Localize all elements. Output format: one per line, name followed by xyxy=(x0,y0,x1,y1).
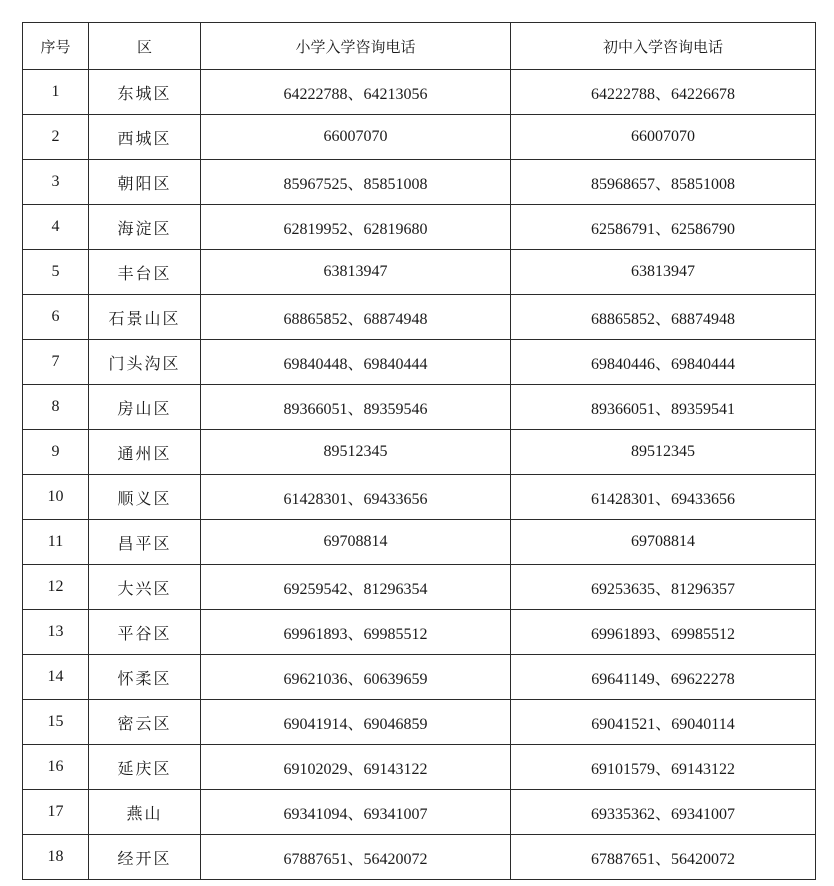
district-name: 怀柔区 xyxy=(89,655,201,700)
middle-school-phone: 69961893、69985512 xyxy=(511,610,816,655)
table-row xyxy=(23,115,816,160)
row-number: 9 xyxy=(23,430,89,475)
middle-school-phone: 61428301、69433656 xyxy=(511,475,816,520)
middle-school-phone: 69335362、69341007 xyxy=(511,790,816,835)
primary-school-phone: 89366051、89359546 xyxy=(201,385,511,430)
district-name: 延庆区 xyxy=(89,745,201,790)
district-name: 昌平区 xyxy=(89,520,201,565)
middle-school-phone: 89366051、89359541 xyxy=(511,385,816,430)
primary-school-phone: 62819952、62819680 xyxy=(201,205,511,250)
primary-school-phone: 69041914、69046859 xyxy=(201,700,511,745)
row-number: 7 xyxy=(23,340,89,385)
row-number: 18 xyxy=(23,835,89,880)
table-row xyxy=(23,745,816,790)
table-row xyxy=(23,250,816,295)
middle-school-phone: 69840446、69840444 xyxy=(511,340,816,385)
middle-school-phone: 69708814 xyxy=(511,520,816,565)
table-row xyxy=(23,160,816,205)
table-header xyxy=(23,23,816,70)
primary-school-phone: 69840448、69840444 xyxy=(201,340,511,385)
row-number: 12 xyxy=(23,565,89,610)
district-name: 海淀区 xyxy=(89,205,201,250)
middle-school-phone: 69253635、81296357 xyxy=(511,565,816,610)
table-row xyxy=(23,205,816,250)
middle-school-phone: 68865852、68874948 xyxy=(511,295,816,340)
middle-school-phone: 66007070 xyxy=(511,115,816,160)
table-row xyxy=(23,700,816,745)
row-number: 4 xyxy=(23,205,89,250)
middle-school-phone: 67887651、56420072 xyxy=(511,835,816,880)
table-row xyxy=(23,385,816,430)
middle-school-phone: 69101579、69143122 xyxy=(511,745,816,790)
middle-school-phone: 64222788、64226678 xyxy=(511,70,816,115)
district-name: 西城区 xyxy=(89,115,201,160)
row-number: 8 xyxy=(23,385,89,430)
row-number: 10 xyxy=(23,475,89,520)
row-number: 1 xyxy=(23,70,89,115)
primary-school-phone: 64222788、64213056 xyxy=(201,70,511,115)
header-primary-phone: 小学入学咨询电话 xyxy=(201,23,511,70)
primary-school-phone: 61428301、69433656 xyxy=(201,475,511,520)
district-name: 东城区 xyxy=(89,70,201,115)
primary-school-phone: 67887651、56420072 xyxy=(201,835,511,880)
district-name: 通州区 xyxy=(89,430,201,475)
primary-school-phone: 69102029、69143122 xyxy=(201,745,511,790)
table-row xyxy=(23,565,816,610)
middle-school-phone: 62586791、62586790 xyxy=(511,205,816,250)
header-row xyxy=(23,23,816,70)
row-number: 5 xyxy=(23,250,89,295)
middle-school-phone: 63813947 xyxy=(511,250,816,295)
district-name: 石景山区 xyxy=(89,295,201,340)
district-name: 朝阳区 xyxy=(89,160,201,205)
header-number: 序号 xyxy=(23,23,89,70)
row-number: 3 xyxy=(23,160,89,205)
row-number: 17 xyxy=(23,790,89,835)
table-body xyxy=(23,70,816,880)
table-row xyxy=(23,295,816,340)
row-number: 11 xyxy=(23,520,89,565)
district-name: 房山区 xyxy=(89,385,201,430)
header-middle-phone: 初中入学咨询电话 xyxy=(511,23,816,70)
primary-school-phone: 66007070 xyxy=(201,115,511,160)
middle-school-phone: 69041521、69040114 xyxy=(511,700,816,745)
district-name: 大兴区 xyxy=(89,565,201,610)
district-name: 门头沟区 xyxy=(89,340,201,385)
enrollment-phone-table xyxy=(22,22,816,880)
table-row xyxy=(23,70,816,115)
primary-school-phone: 69621036、60639659 xyxy=(201,655,511,700)
table-row xyxy=(23,430,816,475)
primary-school-phone: 69259542、81296354 xyxy=(201,565,511,610)
table-row xyxy=(23,655,816,700)
primary-school-phone: 69341094、69341007 xyxy=(201,790,511,835)
middle-school-phone: 89512345 xyxy=(511,430,816,475)
row-number: 13 xyxy=(23,610,89,655)
row-number: 16 xyxy=(23,745,89,790)
primary-school-phone: 89512345 xyxy=(201,430,511,475)
middle-school-phone: 85968657、85851008 xyxy=(511,160,816,205)
header-district: 区 xyxy=(89,23,201,70)
table-row xyxy=(23,475,816,520)
primary-school-phone: 68865852、68874948 xyxy=(201,295,511,340)
primary-school-phone: 69961893、69985512 xyxy=(201,610,511,655)
table-row xyxy=(23,610,816,655)
primary-school-phone: 63813947 xyxy=(201,250,511,295)
district-name: 燕山 xyxy=(89,790,201,835)
primary-school-phone: 85967525、85851008 xyxy=(201,160,511,205)
row-number: 6 xyxy=(23,295,89,340)
district-name: 平谷区 xyxy=(89,610,201,655)
district-name: 顺义区 xyxy=(89,475,201,520)
table-row xyxy=(23,520,816,565)
row-number: 14 xyxy=(23,655,89,700)
table-row xyxy=(23,835,816,880)
table-row xyxy=(23,790,816,835)
middle-school-phone: 69641149、69622278 xyxy=(511,655,816,700)
primary-school-phone: 69708814 xyxy=(201,520,511,565)
district-name: 密云区 xyxy=(89,700,201,745)
row-number: 15 xyxy=(23,700,89,745)
district-name: 丰台区 xyxy=(89,250,201,295)
row-number: 2 xyxy=(23,115,89,160)
table-row xyxy=(23,340,816,385)
district-name: 经开区 xyxy=(89,835,201,880)
